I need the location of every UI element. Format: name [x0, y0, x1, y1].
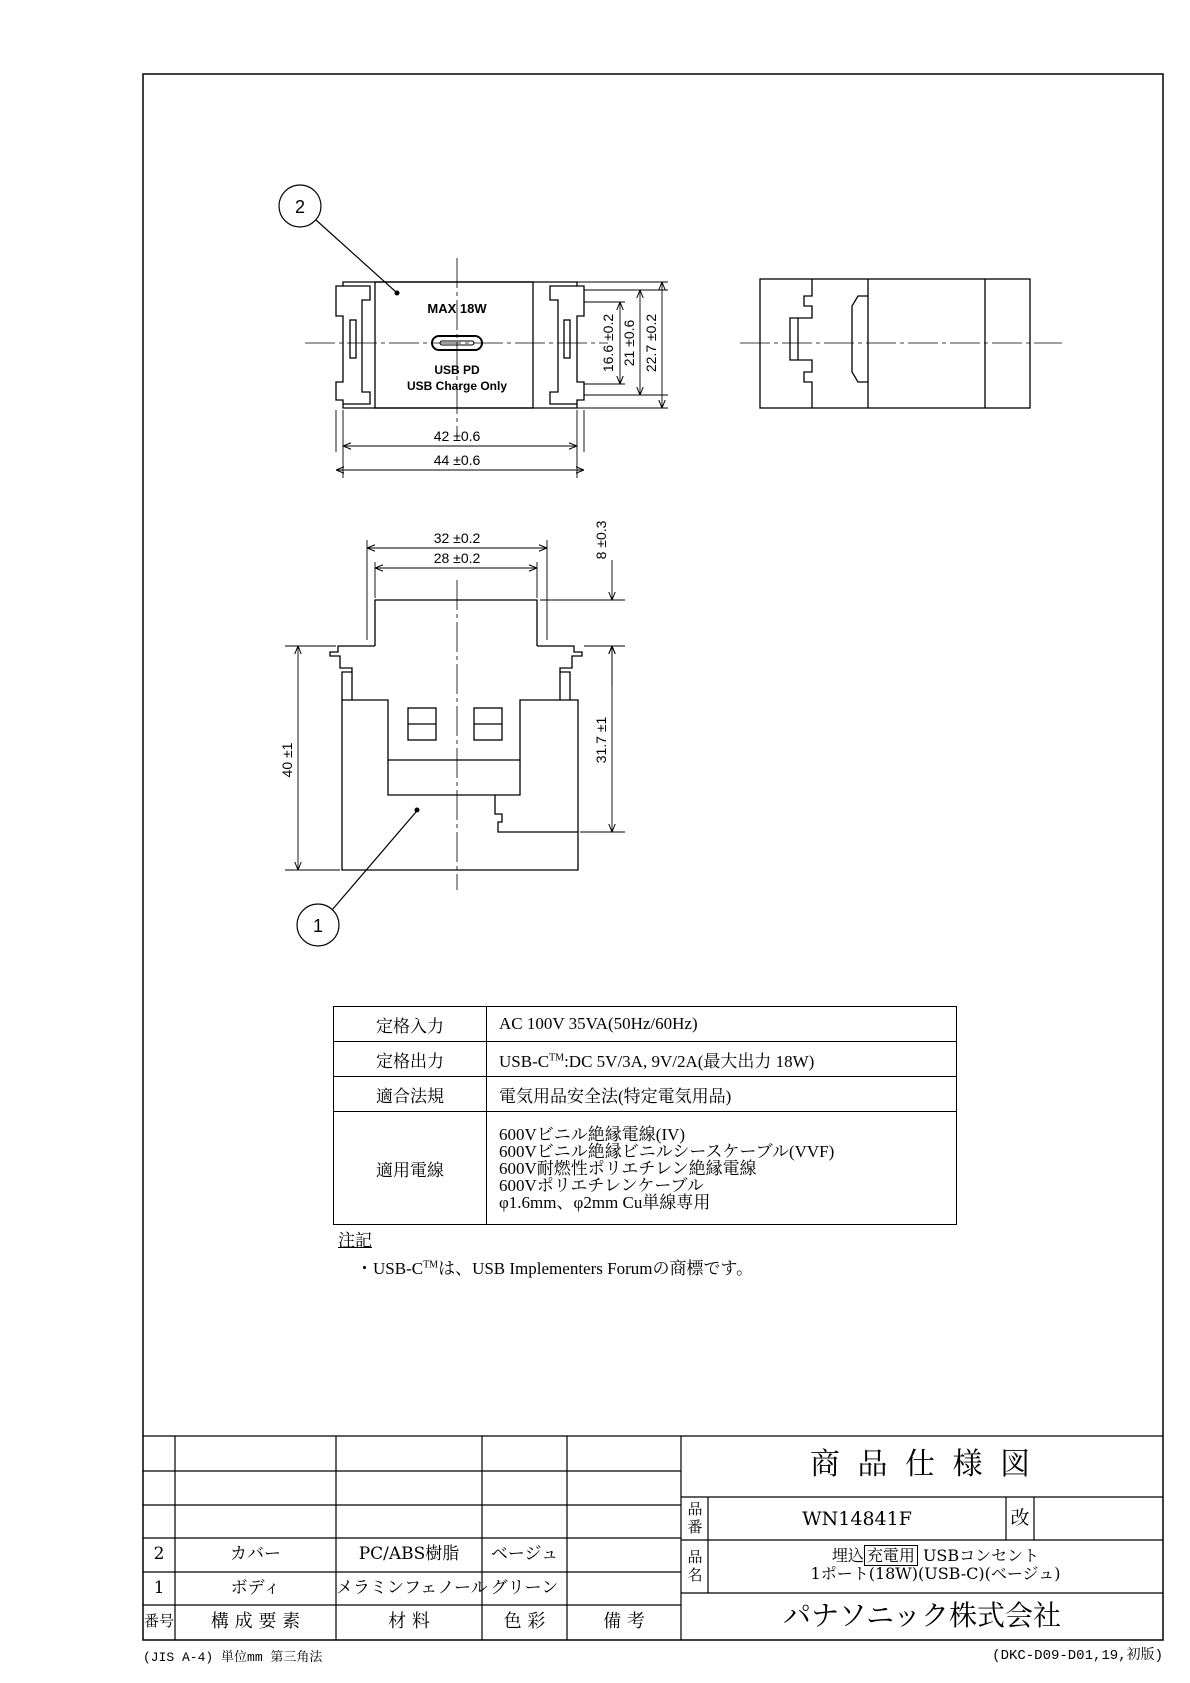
part-element: ボディ [230, 1578, 281, 1598]
spec-value-wires [487, 1112, 957, 1225]
drawing-title: 商 品 仕 様 図 [809, 1447, 1035, 1482]
company-name: パナソニック株式会社 [782, 1599, 1062, 1632]
part-number: WN14841F [802, 1508, 912, 1530]
front-view [305, 258, 608, 440]
header-color: 色 彩 [503, 1611, 546, 1632]
product-name-prefix: 埋込 [831, 1546, 864, 1565]
spec-value-prefix: USB-C [499, 1051, 550, 1071]
dim-16-6: 16.6 ±0.2 [600, 313, 616, 373]
spec-table [333, 1006, 957, 1225]
trademark-mark: TM [423, 1259, 439, 1271]
footer-right: (DKC-D09-D01,19,初版) [992, 1648, 1163, 1664]
wire-line: φ1.6mm、φ2mm Cu単線専用 [499, 1192, 711, 1212]
spec-row-regulation [334, 1077, 957, 1112]
spec-label: 定格入力 [334, 1007, 487, 1042]
part-no: 2 [153, 1544, 165, 1564]
spec-value: AC 100V 35VA(50Hz/60Hz) [487, 1007, 957, 1042]
notes-prefix: ・USB-C [356, 1259, 424, 1278]
spec-row-rated-input [334, 1007, 957, 1042]
bottom-view-dim-text [279, 520, 609, 777]
footer-left: (JIS A-4) 単位mm 第三角法 [143, 1650, 323, 1665]
wire-line: 600Vビニル絶縁ビニルシースケーブル(VVF) [499, 1141, 835, 1161]
part-color: ベージュ [490, 1544, 559, 1564]
spec-row-applicable-wire [334, 1112, 957, 1225]
product-name-boxed: 充電用 [864, 1545, 918, 1566]
drawing-frame [143, 74, 1163, 1640]
bottom-view [330, 580, 582, 890]
spec-value: 電気用品安全法(特定電気用品) [487, 1077, 957, 1112]
product-name-line1 [708, 1548, 1163, 1564]
spec-value [487, 1042, 957, 1077]
header-no: 番号 [143, 1612, 174, 1630]
part-element: カバー [230, 1544, 281, 1564]
header-element: 構 成 要 素 [210, 1611, 301, 1632]
dim-42: 42 ±0.6 [433, 428, 481, 444]
dim-21: 21 ±0.6 [621, 319, 637, 367]
part-no-label: 品番 [687, 1500, 703, 1536]
spec-label: 適用電線 [334, 1112, 487, 1225]
dim-22-7: 22.7 ±0.2 [643, 313, 659, 373]
spec-row-rated-output [334, 1042, 957, 1077]
part-color: グリーン [490, 1578, 559, 1598]
max-label: MAX 18W [427, 301, 487, 316]
product-name-label: 品名 [687, 1548, 703, 1584]
dim-8: 8 ±0.3 [593, 520, 609, 560]
header-material: 材 料 [388, 1611, 430, 1632]
usb-pd-label: USB PD [434, 363, 480, 377]
dim-40: 40 ±1 [279, 742, 295, 778]
notes-title: 注記 [338, 1231, 372, 1250]
header-remark: 備 考 [603, 1611, 645, 1632]
usb-charge-label: USB Charge Only [406, 379, 508, 393]
callout-1-label: 1 [312, 916, 324, 936]
dim-32: 32 ±0.2 [433, 530, 481, 546]
dim-44: 44 ±0.6 [433, 452, 481, 468]
part-no: 1 [153, 1578, 165, 1598]
product-name-line2: 1ポート(18W)(USB-C)(ベージュ) [810, 1564, 1061, 1583]
wire-line: 600V耐燃性ポリエチレン絶縁電線 [499, 1158, 757, 1178]
bottom-view-dimensions [285, 540, 625, 870]
part-material: PC/ABS樹脂 [358, 1544, 460, 1564]
spec-value-suffix: :DC 5V/3A, 9V/2A(最大出力 18W) [564, 1051, 815, 1071]
dim-28: 28 ±0.2 [433, 550, 481, 566]
spec-label: 定格出力 [334, 1042, 487, 1077]
dim-31-7: 31.7 ±1 [593, 716, 609, 764]
product-name-suffix: USBコンセント [917, 1546, 1040, 1565]
callout-2-label: 2 [294, 197, 306, 217]
side-view [740, 279, 1062, 408]
trademark-mark: TM [549, 1051, 565, 1063]
spec-label: 適合法規 [334, 1077, 487, 1112]
revision-label: 改 [1010, 1507, 1030, 1529]
notes-line [356, 1254, 753, 1279]
wire-line: 600Vポリエチレンケーブル [499, 1175, 704, 1195]
part-material: メラミンフェノール [336, 1578, 488, 1598]
notes-suffix: は、USB Implementers Forumの商標です。 [438, 1259, 754, 1278]
wire-line: 600Vビニル絶縁電線(IV) [499, 1124, 686, 1144]
